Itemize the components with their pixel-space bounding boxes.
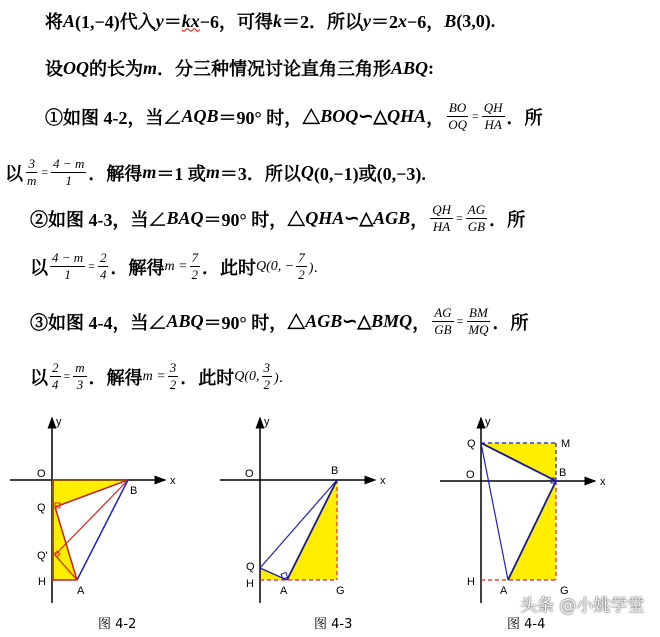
fraction [98, 250, 109, 283]
text: ， [412, 312, 431, 333]
text: ．解得 [88, 163, 143, 184]
var: ABQ [391, 57, 429, 78]
text: ①如图 4-2，当∠ [45, 107, 182, 128]
equals: = [471, 109, 479, 123]
var: QHA [387, 106, 427, 126]
text: ．此时 [180, 367, 235, 388]
label-b: B [331, 465, 339, 477]
text: ．所 [492, 312, 529, 333]
label-q: Q [467, 438, 476, 450]
text: 以 [30, 367, 48, 388]
numerator: QH [483, 100, 503, 115]
var: k [273, 10, 283, 31]
fraction [168, 360, 179, 393]
label-g: G [560, 585, 569, 597]
denominator: OQ [448, 117, 467, 132]
text-line-6 [30, 250, 327, 283]
fraction [466, 305, 490, 338]
var: BAQ [166, 208, 204, 228]
text: ．解得 [110, 257, 165, 278]
text: ＝ [163, 12, 182, 32]
denominator: 1 [65, 173, 72, 188]
denominator: 2 [191, 267, 199, 282]
var: A [63, 10, 76, 31]
denominator: MQ [468, 322, 489, 337]
text: ＝90° 时，△ [203, 312, 306, 333]
fraction [73, 360, 86, 393]
fraction [482, 100, 505, 133]
var: x [398, 10, 408, 31]
text-line-8 [30, 360, 293, 393]
label-q-prime: Q' [37, 550, 48, 562]
fraction [430, 202, 453, 235]
numerator: BO [448, 100, 467, 115]
label-x: x [380, 475, 386, 487]
label-q: Q [37, 502, 46, 514]
text: 以 [5, 163, 23, 184]
denominator: GB [434, 322, 452, 337]
expr: m = [164, 258, 188, 274]
text: ．所 [489, 209, 526, 230]
caption-figure-4-4: 图 4-4 [507, 617, 546, 632]
text: 设 [45, 59, 63, 79]
numerator: QH [432, 202, 451, 217]
denominator: GB [467, 219, 486, 234]
text-line-3 [45, 100, 543, 133]
text: ＝2．所以 [282, 12, 364, 32]
right-angle-mark [281, 572, 287, 578]
fraction [432, 305, 453, 338]
text: ＝90° 时，△ [203, 209, 306, 230]
text-line-1 [45, 8, 495, 34]
numerator: AG [434, 305, 452, 320]
equals: = [456, 314, 464, 328]
text: (0,−1)或(0,−3). [313, 163, 426, 184]
text: −6，可得 [199, 12, 274, 32]
text: ＝90° 时，△ [218, 107, 321, 128]
numerator: 4 − m [52, 250, 84, 265]
var: OQ [63, 57, 89, 78]
label-q: Q [246, 561, 255, 573]
label-x: x [600, 476, 606, 488]
expr: m = [142, 368, 166, 384]
denominator: 2 [263, 377, 271, 392]
fraction [50, 360, 61, 393]
denominator: 4 [52, 377, 59, 392]
var: BMQ [371, 311, 413, 331]
fraction [51, 156, 86, 189]
text: ＝2 [371, 12, 399, 32]
label-g: G [336, 585, 345, 597]
text: ， [410, 209, 429, 230]
label-h: H [467, 576, 475, 588]
var: QHA [305, 208, 345, 228]
numerator: 3 [28, 156, 35, 171]
numerator: 7 [298, 250, 305, 265]
var: ABQ [166, 311, 204, 331]
caption-figure-4-3: 图 4-3 [314, 617, 353, 632]
fraction [262, 360, 273, 393]
numerator: AG [467, 202, 486, 217]
watermark: 头条 @小姚学堂 [520, 596, 645, 616]
numerator: 3 [263, 360, 271, 375]
caption-figure-4-2: 图 4-2 [98, 617, 137, 632]
figure-4-2 [10, 416, 176, 603]
denominator: 1 [64, 267, 71, 282]
label-a: A [77, 585, 85, 597]
label-h: H [38, 576, 46, 588]
var: m [205, 162, 220, 182]
text: : [428, 57, 435, 78]
var: AGB [373, 208, 411, 228]
denominator: 2 [298, 267, 305, 282]
label-x: x [170, 475, 176, 487]
text: ， [426, 107, 445, 128]
numerator: 7 [191, 250, 199, 265]
text-line-4 [5, 156, 426, 189]
label-y: y [264, 416, 270, 428]
text: (3,0). [456, 10, 496, 31]
text: 以 [30, 257, 48, 278]
numerator: 2 [99, 250, 107, 265]
denominator: 2 [169, 377, 177, 392]
var: B [444, 10, 457, 31]
text: ．解得 [88, 367, 143, 388]
equals: = [41, 165, 49, 179]
expr: Q(0, − [256, 258, 295, 274]
text: ③如图 4-4，当∠ [30, 312, 167, 333]
label-a: A [280, 585, 288, 597]
text: ．此时 [202, 257, 257, 278]
label-y: y [485, 416, 491, 428]
figure-4-3 [220, 416, 386, 603]
denominator: HA [484, 117, 502, 132]
var: AGB [305, 311, 343, 331]
text: ＝1 或 [156, 163, 206, 184]
label-b: B [559, 467, 567, 479]
text: 将 [45, 12, 63, 32]
label-y: y [56, 416, 62, 428]
text: ．所 [506, 107, 543, 128]
text: ．分三种情况讨论直角三角形 [157, 59, 392, 79]
expr: Q(0, [234, 368, 260, 384]
label-h: H [246, 578, 254, 590]
text: ②如图 4-3，当∠ [30, 209, 167, 230]
equals: = [88, 259, 95, 273]
numerator: BM [469, 305, 488, 320]
figure-4-4 [440, 416, 606, 603]
segment-qa [481, 443, 508, 580]
var: AQB [181, 106, 219, 126]
text: (1,−4)代入 [75, 12, 156, 32]
label-b: B [130, 485, 138, 497]
denominator: 3 [76, 377, 84, 392]
fraction [50, 250, 85, 283]
text: ∽△ [344, 208, 374, 228]
fraction [25, 156, 38, 189]
numerator: 3 [169, 360, 177, 375]
text-line-2 [45, 55, 434, 81]
text: 的长为 [89, 59, 143, 79]
label-o: O [245, 468, 254, 480]
label-m: M [561, 438, 571, 450]
text: ＝3．所以 [219, 163, 301, 184]
text-line-7 [30, 305, 529, 338]
text: ∽△ [358, 106, 388, 126]
numerator: 2 [52, 360, 59, 375]
label-o: O [466, 469, 475, 481]
var: y [155, 10, 164, 31]
var: y [363, 10, 372, 31]
denominator: m [27, 173, 37, 188]
denominator: 4 [99, 267, 107, 282]
expr: )． [274, 370, 293, 386]
expr: )． [308, 260, 328, 276]
equals: = [455, 211, 463, 225]
label-o: O [37, 468, 46, 480]
numerator: 4 − m [53, 156, 85, 171]
var: BOQ [320, 106, 359, 126]
text-line-5 [30, 202, 525, 235]
var: Q [300, 162, 314, 182]
fraction [296, 250, 307, 283]
fraction [190, 250, 201, 283]
fraction [466, 202, 487, 235]
var: m [143, 57, 158, 78]
var: kx [181, 10, 200, 31]
text: −6， [407, 12, 445, 32]
fraction [446, 100, 469, 133]
equals: = [63, 369, 71, 383]
numerator: m [75, 360, 85, 375]
label-a: A [500, 585, 508, 597]
denominator: HA [432, 219, 451, 234]
var: m [142, 162, 157, 182]
text: ∽△ [342, 311, 372, 331]
